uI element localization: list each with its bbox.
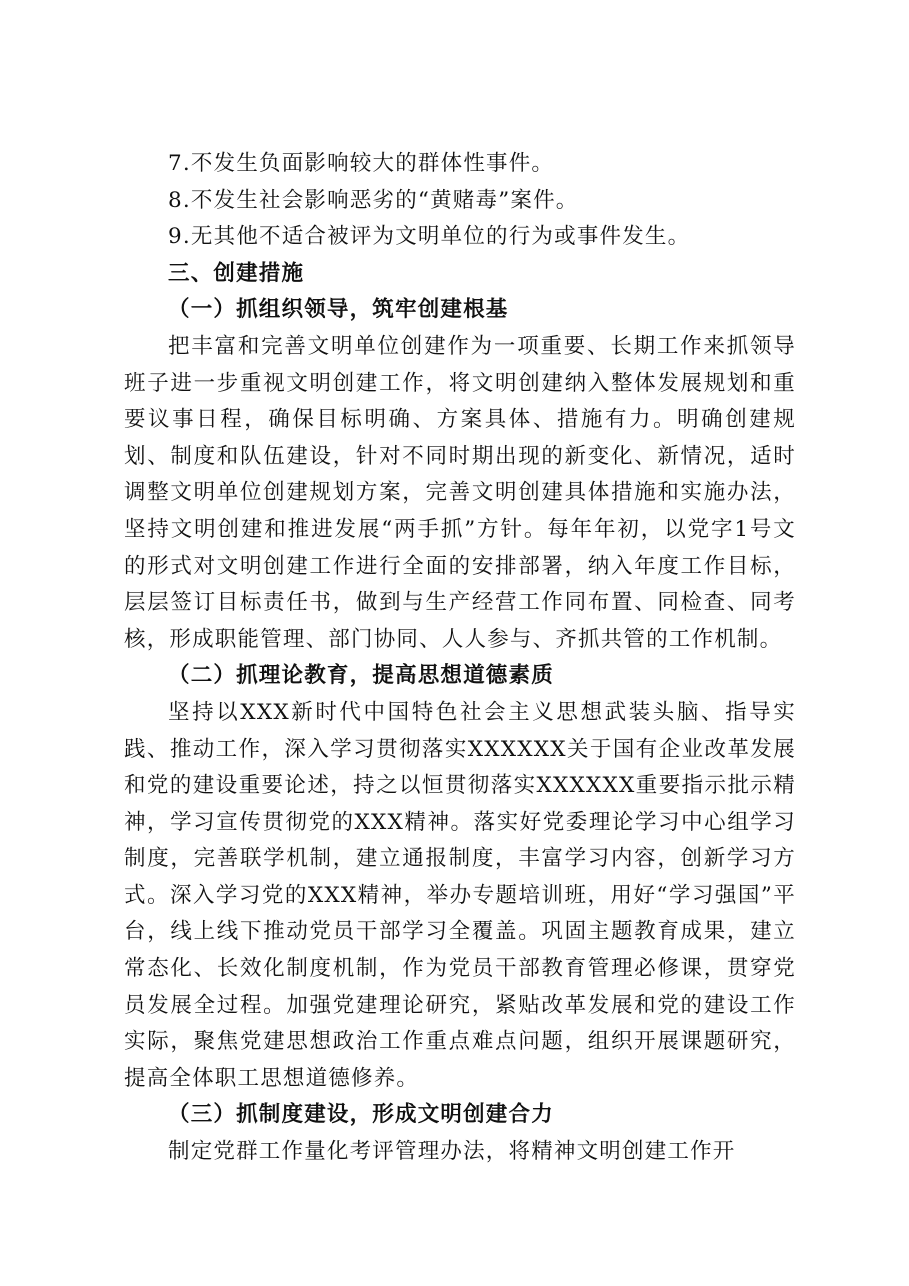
list-item-8: 8.不发生社会影响恶劣的“黄赌毒”案件。: [168, 187, 579, 213]
subsection-heading-1: （一）抓组织领导，筑牢创建根基: [168, 297, 509, 323]
subsection-paragraph-3: 制定党群工作量化考评管理办法，将精神文明创建工作开: [168, 1139, 736, 1165]
subsection-paragraph-1: 把丰富和完善文明单位创建作为一项重要、长期工作来抓领导班子进一步重视文明创建工作，将文明创建纳入整体发展规划和重要议事日程，确保目标明确、方案具体、措施有力。明确创建规划、制度和队伍建设，针对不同时期出现的新变化、新情况，适时调整文明单位创建规划方案，完善文明创建具体措施和实施办法，坚持文明创建和推进发展“两手抓”方针。每年年初，以党字1号文的形式对文明创建工作进行全面的安排部署，纳入年度工作目标，层层签订目标责任书，做到与生产经营工作同布置、同检查、同考核，形成职能管理、部门协同、人人参与、齐抓共管的工作机制。: [124, 333, 796, 652]
document-body: [124, 146, 796, 1171]
subsection-heading-3: （三）抓制度建设，形成文明创建合力: [168, 1102, 554, 1128]
subsection-heading-2: （二）抓理论教育，提高思想道德素质: [168, 663, 554, 689]
list-item-7: 7.不发生负面影响较大的群体性事件。: [168, 151, 555, 176]
section-heading: 三、创建措施: [168, 260, 305, 286]
list-item-9: 9.无其他不适合被评为文明单位的行为或事件发生。: [168, 224, 691, 250]
subsection-paragraph-2: 坚持以XXX新时代中国特色社会主义思想武装头脑、指导实践、推动工作，深入学习贯彻落实XXXXXX关于国有企业改革发展和党的建设重要论述，持之以恒贯彻落实XXXXXX重要指示批示精神，学习宣传贯彻党的XXX精神。落实好党委理论学习中心组学习制度，完善联学机制，建立通报制度，丰富学习内容，创新学习方式。深入学习党的XXX精神，举办专题培训班，用好“学习强国”平台，线上线下推动党员干部学习全覆盖。巩固主题教育成果，建立常态化、长效化制度机制，作为党员干部教育管理必修课，贯穿党员发展全过程。加强党建理论研究，紧贴改革发展和党的建设工作实际，聚焦党建思想政治工作重点难点问题，组织开展课题研究，提高全体职工思想道德修养。: [124, 699, 796, 1091]
